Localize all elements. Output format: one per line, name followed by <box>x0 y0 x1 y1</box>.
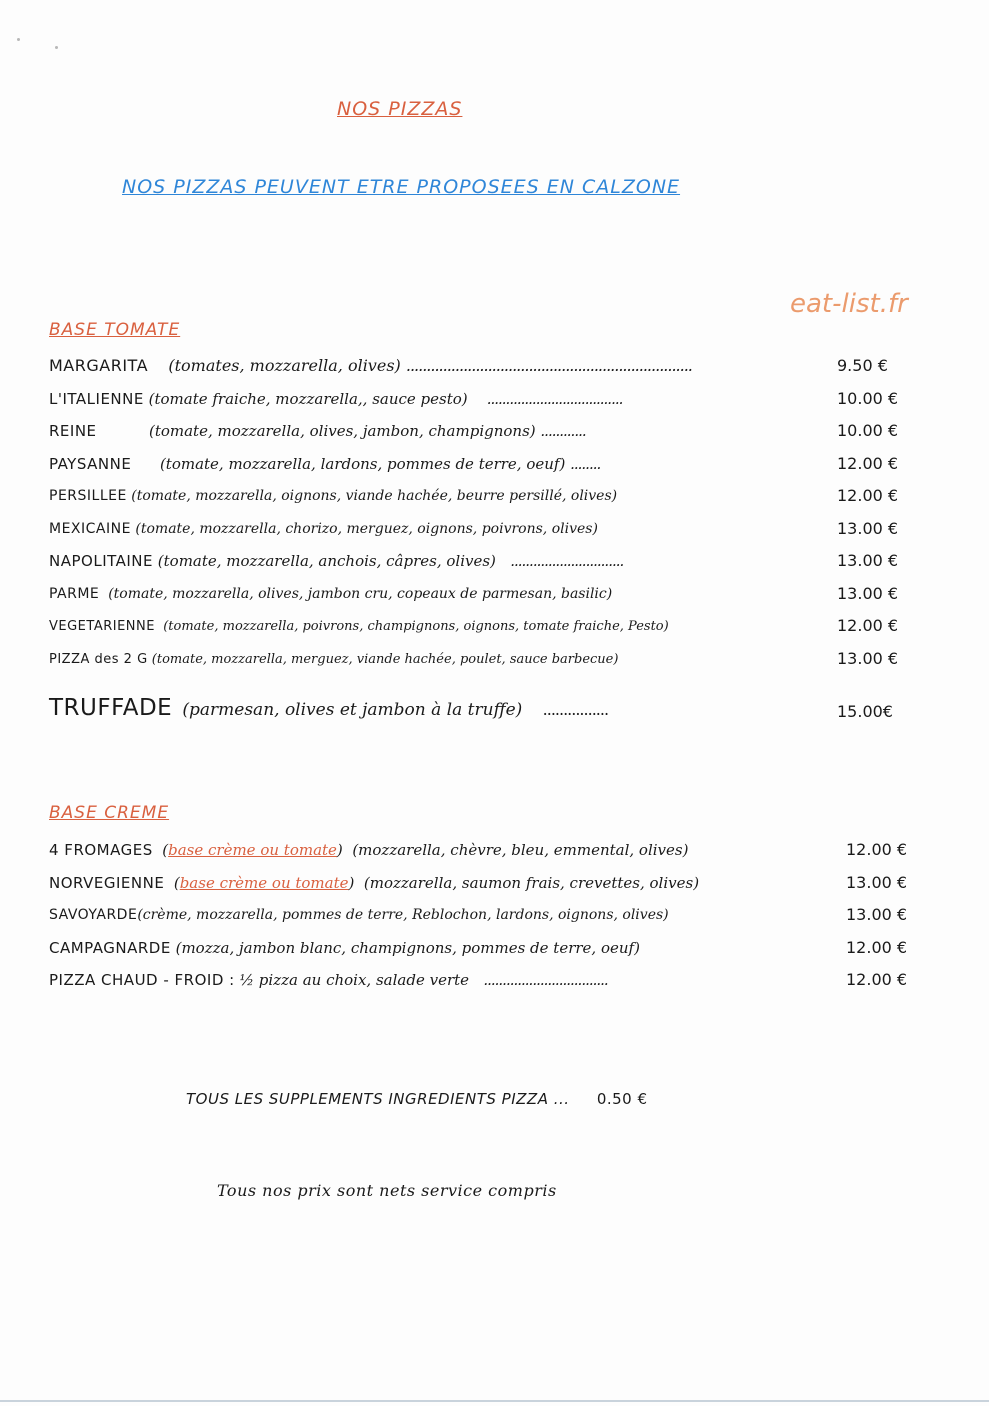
scan-speck <box>17 38 20 41</box>
supplements-label: TOUS LES SUPPLEMENTS INGREDIENTS PIZZA ... <box>186 1090 570 1108</box>
section-title-base-creme: BASE CREME <box>49 803 170 823</box>
item-name: SAVOYARDE <box>49 907 138 923</box>
item-description: (parmesan, olives et jambon à la truffe) <box>182 700 523 720</box>
menu-item-paysanne <box>49 450 929 483</box>
menu-item-savoyarde <box>49 901 929 934</box>
menu-item-italienne <box>49 385 929 418</box>
menu-item-reine <box>49 417 929 450</box>
item-dots: ........ <box>570 454 601 473</box>
menu-item-truffade <box>49 695 929 729</box>
item-description: (crème, mozzarella, pommes de terre, Reblochon, lardons, oignons, olives) <box>137 907 669 923</box>
item-price: 10.00 € <box>837 421 899 440</box>
tomate-pizza-list <box>49 352 929 677</box>
item-name: CAMPAGNARDE <box>49 938 171 957</box>
item-price: 12.00 € <box>846 840 908 859</box>
menu-item-margarita <box>49 352 929 385</box>
item-price: 10.00 € <box>837 388 899 408</box>
item-dots: ................ <box>542 700 609 719</box>
item-price: 9.50 € <box>837 356 888 375</box>
item-name: MARGARITA <box>49 356 149 375</box>
item-name: L'ITALIENNE <box>49 389 144 408</box>
item-price: 12.00 € <box>846 970 908 989</box>
item-price: 12.00 € <box>837 453 899 473</box>
item-name: MEXICAINE <box>49 520 131 537</box>
item-description: (tomate, mozzarella, anchois, câpres, olives) <box>157 552 496 570</box>
menu-item-parme <box>49 580 929 613</box>
item-description: (tomate, mozzarella, oignons, viande hachée, beurre persillé, olives) <box>131 488 618 504</box>
menu-item-pizza-des-2-g <box>49 645 929 678</box>
item-price: 12.00 € <box>837 486 899 505</box>
item-name: NORVEGIENNE <box>49 873 165 892</box>
page-edge-line <box>0 1400 989 1402</box>
item-dots: .............................. <box>510 552 624 570</box>
item-name: TRUFFADE <box>49 695 173 721</box>
item-description: (mozza, jambon blanc, champignons, pommes de terre, oeuf) <box>175 938 640 957</box>
service-note: Tous nos prix sont nets service compris <box>217 1181 557 1200</box>
item-name: PAYSANNE <box>49 454 132 473</box>
item-description: (tomate, mozzarella, lardons, pommes de terre, oeuf) <box>159 454 566 473</box>
supplements-line <box>186 1090 648 1108</box>
item-name: PERSILLEE <box>49 488 127 504</box>
item-description: (tomates, mozzarella, olives) <box>168 356 401 375</box>
menu-item-campagnarde <box>49 934 929 967</box>
item-description: (mozzarella, saumon frais, crevettes, olives) <box>363 873 700 892</box>
item-base-note: base crème ou tomate <box>168 841 337 859</box>
item-description: (tomate, mozzarella, olives, jambon, champignons) <box>148 422 536 440</box>
watermark: eat-list.fr <box>790 289 908 319</box>
menu-item-vegetarienne <box>49 612 929 645</box>
item-description: (tomate fraiche, mozzarella,, sauce pesto) <box>148 389 468 408</box>
menu-item-pizza-chaud-froid <box>49 966 929 999</box>
item-name: NAPOLITAINE <box>49 552 153 570</box>
item-price: 12.00 € <box>837 616 899 635</box>
item-description: (tomate, mozzarella, poivrons, champignons, oignons, tomate fraiche, Pesto) <box>163 619 669 634</box>
item-description: (mozzarella, chèvre, bleu, emmental, olives) <box>352 841 689 859</box>
item-price: 13.00 € <box>837 583 899 603</box>
item-name: PARME <box>49 585 100 602</box>
item-name: 4 FROMAGES <box>49 841 153 859</box>
menu-item-persillee <box>49 482 929 515</box>
item-price: 13.00 € <box>837 648 899 668</box>
creme-pizza-list <box>49 836 929 999</box>
menu-item-norvegienne: NORVEGIENNE (base crème ou tomate) (mozzarella, saumon frais, crevettes, olives) 13.00 € <box>49 872 908 892</box>
item-name: PIZZA CHAUD - FROID : <box>49 971 235 989</box>
item-description: (tomate, mozzarella, chorizo, merguez, oignons, poivrons, olives) <box>135 520 598 537</box>
item-name: VEGETARIENNE <box>49 619 155 634</box>
item-description: (tomate, mozzarella, olives, jambon cru, copeaux de parmesan, basilic) <box>108 585 613 602</box>
item-dots: ............ <box>540 422 586 440</box>
item-dots: .................................... <box>486 389 623 408</box>
menu-title: NOS PIZZAS <box>337 98 463 120</box>
item-base-note: base crème ou tomate <box>179 873 349 892</box>
item-price: 13.00 € <box>846 872 908 892</box>
supplements-price: 0.50 € <box>596 1090 648 1108</box>
menu-item-napolitaine <box>49 547 929 580</box>
section-title-base-tomate: BASE TOMATE <box>49 320 181 340</box>
item-price: 12.00 € <box>846 937 908 957</box>
item-price: 15.00€ <box>837 702 893 721</box>
menu-item-4-fromages: 4 FROMAGES (base crème ou tomate) (mozzarella, chèvre, bleu, emmental, olives) 12.00 € <box>49 840 908 859</box>
item-dots: ...................................................................... <box>405 356 692 375</box>
calzone-subtitle: NOS PIZZAS PEUVENT ETRE PROPOSEES EN CALZONE <box>122 176 681 198</box>
item-description: (tomate, mozzarella, merguez, viande hachée, poulet, sauce barbecue) <box>151 651 619 667</box>
scan-speck <box>55 46 58 49</box>
item-price: 13.00 € <box>837 551 899 570</box>
item-description: ½ pizza au choix, salade verte <box>239 971 470 989</box>
item-price: 13.00 € <box>837 518 899 538</box>
item-name: REINE <box>49 422 97 440</box>
menu-item-mexicaine <box>49 515 929 548</box>
item-name: PIZZA des 2 G <box>49 651 148 667</box>
item-price: 13.00 € <box>846 905 908 924</box>
item-dots: ................................. <box>483 971 608 989</box>
